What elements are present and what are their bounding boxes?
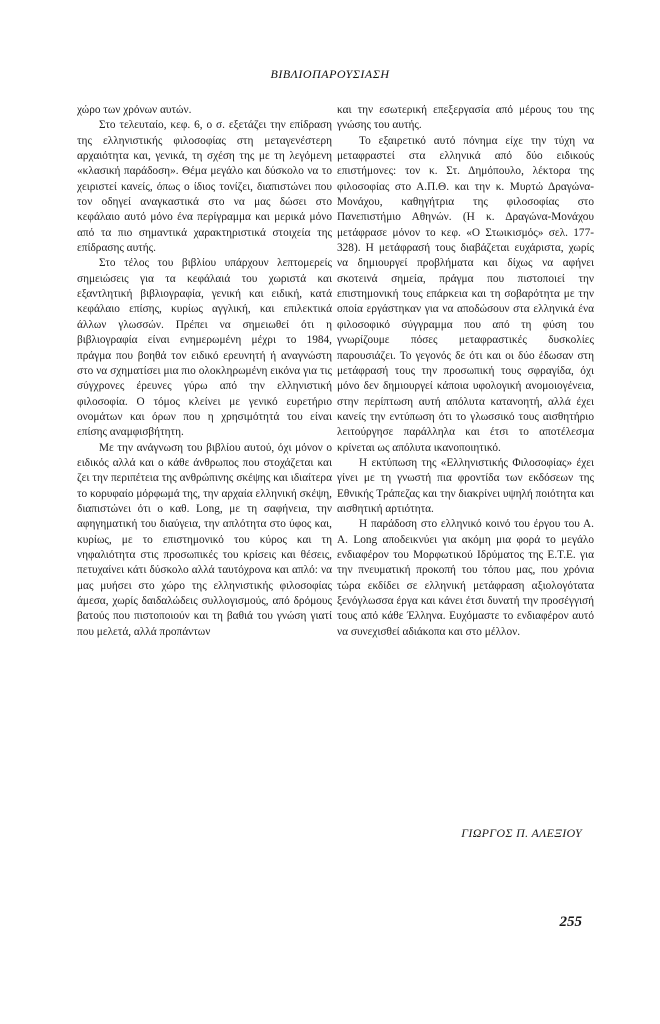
paragraph: Η παράδοση στο ελληνικό κοινό του έργου του Α. Α. Long αποδεικνύει για ακόμη μια φορά το μεγάλο ενδιαφέρον του Μορφωτικού Ιδρύματος της Ε.Τ.Ε. για την πνευματική προκοπή του τόπου μας, που χρόνια τώρα εκδίδει σε ελληνική μετάφραση αξιολογότατα ξενόγλωσσα έργα και κάνει έτσι δυνατή την προσέγγισή τους από κάθε Έλληνα. Ευχόμαστε το ενδιαφέρον αυτό να συνεχισθεί αδιάκοπα και στο μέλλον. — [337, 518, 594, 638]
right-column — [337, 103, 594, 640]
paragraph: Στο τέλος του βιβλίου υπάρχουν λεπτομερείς σημειώσεις για τα κεφάλαιά του χωριστά και εξαντλητική βιβλιογραφία, γενική και ειδική, κατά κεφάλαιο επίσης, κυρίως αγγλική, και επιλεκτικά άλλων γλωσσών. Πρέπει να σημειωθεί ότι η βιβλιογραφία είναι ενημερωμένη μέχρι το 1984, πράγμα που βοηθά τον ειδικό ερευνητή ή αναγνώστη στο να σχηματίσει μια πιο ολοκληρωμένη εικόνα για τις σύγχρονες έρευνες γύρω από την ελληνιστική φιλοσοφία. Ο τόμος κλείνει με γενικό ευρετήριο ονομάτων και όρων που η χρησιμότητά του είναι επίσης αναμφισβήτητη. — [77, 257, 332, 439]
paragraph: και την εσωτερική επεξεργασία από μέρους του της γνώσης του αυτής. — [337, 104, 594, 132]
author-signature: ΓΙΩΡΓΟΣ Π. ΑΛΕΞΙΟΥ — [461, 826, 582, 840]
paragraph: Με την ανάγνωση του βιβλίου αυτού, όχι μόνον ο ειδικός αλλά και ο κάθε άνθρωπος που στοχάζεται και ζει την περιπέτεια της ανθρώπινης σκέψης και ιδιαίτερα το κορυφαίο μόρφωμά της, την αρχαία ελληνική σκέψη, διαπιστώνει ότι ο καθ. Long, με τη σαφήνεια, την αφηγηματική του διαύγεια, την απλότητα στο ύφος και, κυρίως, με το επιστημονικό του κύρος και τη νηφαλιότητα στις προσωπικές του κρίσεις και θέσεις, πετυχαίνει κάτι δύσκολο αλλά ταυτόχρονα και απλό: να μας μυήσει στο χώρο της ελληνιστικής φιλοσοφίας άμεσα, χωρίς δαιδαλώδεις συλλογισμούς, από δρόμους βατούς που πιστοποιούν και τη βαθιά του γνώση γιατί που μελετά, αλλά προπάντων — [77, 441, 332, 638]
left-column — [77, 103, 332, 640]
page-number: 255 — [559, 914, 582, 930]
paragraph: Η εκτύπωση της «Ελληνιστικής Φιλοσοφίας» έχει γίνει με τη γνωστή πια φροντίδα των εκδόσεων της Εθνικής Τράπεζας και την διακρίνει υψηλή ποιότητα και αισθητική αρτιότητα. — [337, 456, 594, 515]
running-header: ΒΙΒΛΙΟΠΑΡΟΥΣΙΑΣΗ — [270, 67, 390, 81]
paragraph: χώρο των χρόνων αυτών. — [77, 104, 192, 116]
paragraph: Στο τελευταίο, κεφ. 6, ο σ. εξετάζει την επίδραση της ελληνιστικής φιλοσοφίας στη μεταγενέστερη αρχαιότητα και, γενικά, τη σχέση της με τη λεγόμενη «κλασική παράδοση». Θέμα μεγάλο και δύσκολο να το χειριστεί κανείς, όπως ο ίδιος τονίζει, διαπιστώνει που τον οδηγεί αναγκαστικά στο να μας δώσει στο κεφάλαιο αυτό μόνο ένα περίγραμμα και μερικά μόνο από τα πιο σημαντικά χαρακτηριστικά στοιχεία της επίδρασης αυτής. — [77, 119, 332, 255]
paragraph: Το εξαιρετικό αυτό πόνημα είχε την τύχη να μεταφραστεί στα ελληνικά από δύο ειδικούς επιστήμονες: τον κ. Στ. Δημόπουλο, λέκτορα της φιλοσοφίας στο Α.Π.Θ. και την κ. Μυρτώ Δραγώνα-Μονάχου, καθηγήτρια της φιλοσοφίας στο Πανεπιστήμιο Αθηνών. (Η κ. Δραγώνα-Μονάχου μετάφρασε μόνον το κεφ. «Ο Στωικισμός» σελ. 177-328). Η μετάφρασή τους διαβάζεται ευχάριστα, χωρίς να δημιουργεί προβλήματα και δίχως να αφήνει σκοτεινά σημεία, πράγμα που πιστοποιεί την επιστημονική τους επάρκεια και τη σοβαρότητα με την οποία εργάστηκαν για να αποδώσουν στα ελληνικά ένα φιλοσοφικό σύγγραμμα που από τη φύση του γνωρίζουμε πόσες μεταφραστικές δυσκολίες παρουσιάζει. Το γεγονός δε ότι και οι δύο έδωσαν στη μετάφρασή τους την προσωπική τους σφραγίδα, όχι μόνο δεν δημιουργεί κάποια υφολογική ανομοιογένεια, στην περίπτωση αυτή απόλυτα κατανοητή, αλλά έχει κανείς την εντύπωση ότι το γλωσσικό τους αισθητήριο λειτούργησε παράλληλα και έτσι το αποτέλεσμα κρίνεται ως απόλυτα ικανοποιητικό. — [337, 134, 594, 454]
